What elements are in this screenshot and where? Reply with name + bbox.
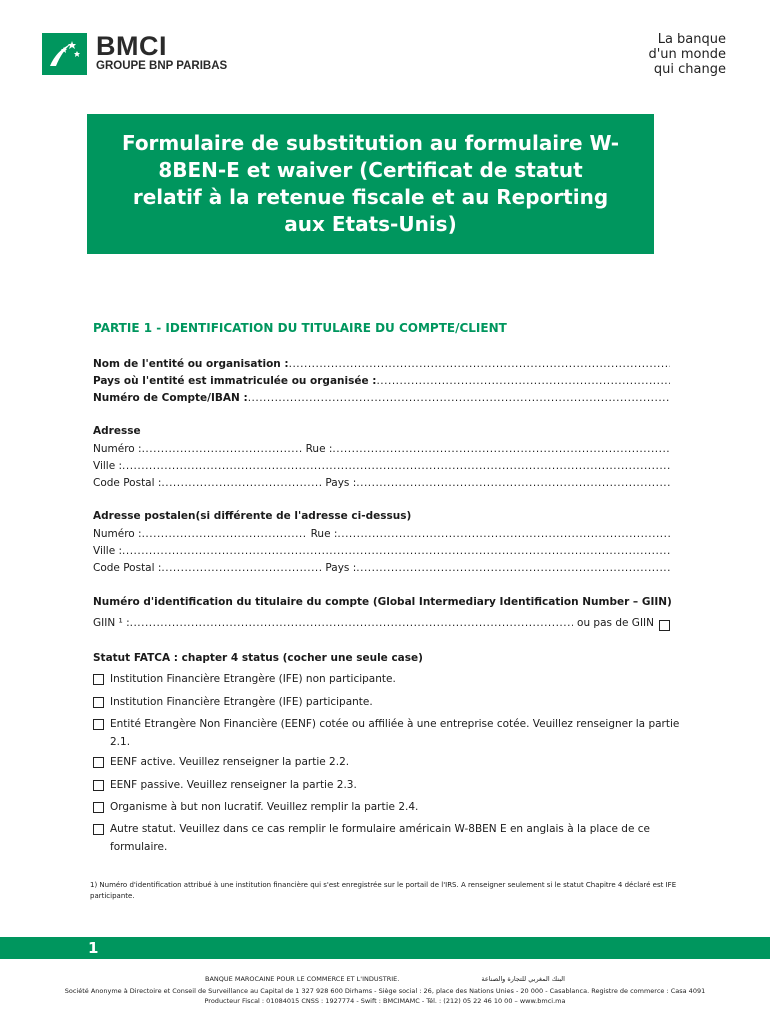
account-number-field[interactable] (93, 392, 670, 404)
option-label: EENF passive. Veuillez renseigner la partie 2.3. (110, 779, 357, 791)
footer-bar (0, 937, 770, 959)
fatca-option[interactable] (93, 820, 683, 856)
option-label: Institution Financière Etrangère (IFE) non participante. (110, 673, 396, 685)
no-giin-label: ou pas de GIIN (577, 617, 654, 629)
option-label: Autre statut. Veuillez dans ce cas remplir le formulaire américain W-8BEN E en anglais à la place de ce formulaire. (110, 823, 650, 853)
brand-group: GROUPE BNP PARIBAS (96, 60, 228, 72)
title-banner (87, 114, 654, 254)
address-ville-row[interactable] (93, 460, 670, 472)
address-numero-rue-row[interactable] (93, 443, 670, 455)
numero-label: Numéro : (93, 528, 142, 540)
option-label: Institution Financière Etrangère (IFE) participante. (110, 696, 373, 708)
numero-label: Numéro : (93, 443, 142, 455)
checkbox[interactable] (93, 780, 104, 791)
fatca-heading: Statut FATCA : chapter 4 status (cocher une seule case) (93, 652, 423, 664)
rue-label: Rue : (310, 528, 338, 540)
brand-name: BMCI (96, 31, 167, 61)
footer-bank-names (0, 975, 770, 983)
fatca-option[interactable] (93, 753, 683, 771)
code-postal-label: Code Postal : (93, 477, 162, 489)
fatca-option[interactable] (93, 798, 683, 816)
fatca-option[interactable] (93, 693, 683, 711)
option-label: Entité Etrangère Non Financière (EENF) cotée ou affiliée à une entreprise cotée. Veuillez renseigner la partie 2.1. (110, 718, 680, 748)
postal-ville-row[interactable] (93, 545, 670, 557)
no-giin-checkbox[interactable] (659, 620, 670, 631)
fatca-option[interactable] (93, 715, 683, 751)
tagline-line: qui change (653, 62, 726, 77)
option-label: EENF active. Veuillez renseigner la partie 2.2. (110, 756, 350, 768)
fatca-option[interactable] (93, 776, 683, 794)
address-heading: Adresse (93, 425, 141, 437)
footer-legal: Société Anonyme à Directoire et Conseil de Surveillance au Capital de 1 327 928 600 Dirhams - Siège social : 26, place des Nations Unies - 20 000 - Casablanca. Registre de commerce : Casa 4091 (64, 987, 706, 995)
pays-label: Pays : (325, 562, 357, 574)
checkbox[interactable] (93, 674, 104, 685)
checkbox[interactable] (93, 697, 104, 708)
footer-contact: Producteur Fiscal : 01084015 CNSS : 1927774 - Swift : BMCIMAMC - Tél. : (212) 05 22 46 10 00 – www.bmci.ma (204, 997, 566, 1005)
postal-address-heading: Adresse postalen(si différente de l'adresse ci-dessus) (93, 510, 412, 522)
checkbox[interactable] (93, 757, 104, 768)
giin-label: GIIN ¹ : (93, 617, 130, 629)
page-number: 1 (88, 939, 99, 957)
postal-numero-rue-row[interactable] (93, 528, 670, 540)
postal-cp-pays-row[interactable] (93, 562, 670, 574)
footnote: 1) Numéro d'identification attribué à une institution financière qui s'est enregistrée sur le portail de l'IRS. A renseigner seulement si le statut Chapitre 4 déclaré est IFE participante. (90, 881, 677, 900)
option-label: Organisme à but non lucratif. Veuillez remplir la partie 2.4. (110, 801, 419, 813)
checkbox[interactable] (93, 802, 104, 813)
bank-name-ar: البنك المغربي للتجارة والصناعة (481, 975, 565, 983)
rue-label: Rue : (305, 443, 333, 455)
tagline-line: La banque (657, 32, 726, 47)
country-label: Pays où l'entité est immatriculée ou organisée : (93, 375, 377, 387)
account-label: Numéro de Compte/IBAN : (93, 392, 248, 404)
country-field[interactable] (93, 375, 670, 387)
giin-heading: Numéro d'identification du titulaire du compte (Global Intermediary Identification Number – GIIN) (93, 596, 672, 608)
document-title: Formulaire de substitution au formulaire W-8BEN-E et waiver (Certificat de statut relatif à la retenue fiscale et au Reporting aux Etats-Unis) (121, 131, 620, 236)
checkbox[interactable] (93, 719, 104, 730)
checkbox[interactable] (93, 824, 104, 835)
tagline-line: d'un monde (648, 47, 726, 62)
ville-label: Ville : (93, 545, 123, 557)
entity-name-label: Nom de l'entité ou organisation : (93, 358, 289, 370)
bmci-logo-icon (42, 33, 87, 75)
ville-label: Ville : (93, 460, 123, 472)
pays-label: Pays : (325, 477, 357, 489)
bank-name-fr: BANQUE MAROCAINE POUR LE COMMERCE ET L'INDUSTRIE. (205, 975, 400, 983)
section-heading: PARTIE 1 - IDENTIFICATION DU TITULAIRE DU COMPTE/CLIENT (93, 321, 507, 335)
giin-row[interactable] (93, 617, 670, 631)
entity-name-field[interactable] (93, 358, 670, 370)
tagline (648, 32, 726, 77)
fatca-option[interactable] (93, 670, 683, 688)
address-cp-pays-row[interactable] (93, 477, 670, 489)
code-postal-label: Code Postal : (93, 562, 162, 574)
